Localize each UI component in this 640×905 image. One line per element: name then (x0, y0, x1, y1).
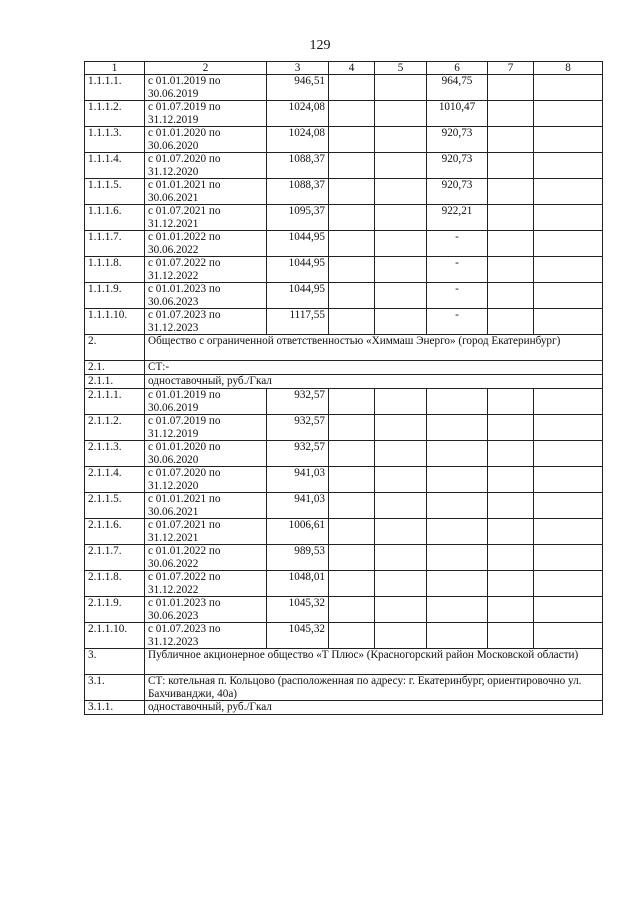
section-row (85, 361, 603, 375)
empty-cell (488, 283, 534, 309)
table-row (85, 309, 603, 335)
table-row (85, 153, 603, 179)
section-row (85, 649, 603, 675)
empty-cell (329, 441, 375, 467)
header-cell: 4 (329, 62, 375, 75)
empty-cell (488, 179, 534, 205)
value-col3-cell: 1117,55 (267, 309, 329, 335)
value-col6-cell: 964,75 (427, 75, 488, 101)
table-row (85, 571, 603, 597)
period-cell: с 01.01.2023 по 30.06.2023 (145, 597, 267, 623)
section-row (85, 675, 603, 701)
value-col6-cell: 920,73 (427, 127, 488, 153)
empty-cell (488, 571, 534, 597)
period-cell: с 01.07.2022 по 31.12.2022 (145, 257, 267, 283)
empty-cell (375, 545, 427, 571)
value-col3-cell: 932,57 (267, 389, 329, 415)
section-title-cell: СТ:- (145, 361, 603, 375)
empty-cell (329, 571, 375, 597)
period-cell: с 01.01.2023 по 30.06.2023 (145, 283, 267, 309)
value-col3-cell: 1024,08 (267, 127, 329, 153)
empty-cell (488, 597, 534, 623)
row-number-cell: 2.1.1.8. (85, 571, 145, 597)
empty-cell (329, 153, 375, 179)
table-row (85, 519, 603, 545)
section-title-cell: Публичное акционерное общество «Т Плюс» (Красногорский район Московской области) (145, 649, 603, 675)
empty-cell (329, 493, 375, 519)
table-row (85, 623, 603, 649)
empty-cell (375, 597, 427, 623)
row-number-cell: 2.1. (85, 361, 145, 375)
period-cell: с 01.07.2019 по 31.12.2019 (145, 415, 267, 441)
table-row (85, 389, 603, 415)
value-col6-cell (427, 389, 488, 415)
value-col6-cell (427, 493, 488, 519)
row-number-cell: 1.1.1.9. (85, 283, 145, 309)
value-col6-cell: - (427, 283, 488, 309)
row-number-cell: 2.1.1.7. (85, 545, 145, 571)
row-number-cell: 2.1.1.6. (85, 519, 145, 545)
row-number-cell: 1.1.1.4. (85, 153, 145, 179)
empty-cell (534, 257, 603, 283)
row-number-cell: 1.1.1.2. (85, 101, 145, 127)
value-col3-cell: 932,57 (267, 415, 329, 441)
row-number-cell: 1.1.1.1. (85, 75, 145, 101)
empty-cell (534, 545, 603, 571)
table-row (85, 545, 603, 571)
header-cell: 8 (534, 62, 603, 75)
value-col6-cell: - (427, 257, 488, 283)
empty-cell (488, 257, 534, 283)
empty-cell (534, 205, 603, 231)
value-col3-cell: 989,53 (267, 545, 329, 571)
value-col6-cell: 920,73 (427, 179, 488, 205)
period-cell: с 01.07.2020 по 31.12.2020 (145, 467, 267, 493)
empty-cell (534, 101, 603, 127)
tariff-table (84, 61, 603, 715)
empty-cell (329, 205, 375, 231)
header-cell: 6 (427, 62, 488, 75)
section-title-cell: Общество с ограниченной ответственностью «Химмаш Энерго» (город Екатеринбург) (145, 335, 603, 361)
period-cell: с 01.01.2020 по 30.06.2020 (145, 127, 267, 153)
period-cell: с 01.01.2021 по 30.06.2021 (145, 179, 267, 205)
table-row (85, 75, 603, 101)
row-number-cell: 1.1.1.8. (85, 257, 145, 283)
empty-cell (534, 127, 603, 153)
table-row (85, 467, 603, 493)
table-row (85, 127, 603, 153)
empty-cell (534, 597, 603, 623)
empty-cell (375, 623, 427, 649)
page-number: 129 (309, 38, 331, 53)
row-number-cell: 2.1.1.9. (85, 597, 145, 623)
value-col6-cell (427, 441, 488, 467)
value-col3-cell: 1048,01 (267, 571, 329, 597)
table-header-row (85, 62, 603, 75)
empty-cell (375, 205, 427, 231)
empty-cell (534, 309, 603, 335)
empty-cell (329, 623, 375, 649)
value-col6-cell (427, 519, 488, 545)
value-col3-cell: 941,03 (267, 467, 329, 493)
value-col3-cell: 1088,37 (267, 179, 329, 205)
empty-cell (375, 101, 427, 127)
period-cell: с 01.07.2021 по 31.12.2021 (145, 519, 267, 545)
period-cell: с 01.07.2023 по 31.12.2023 (145, 309, 267, 335)
empty-cell (534, 179, 603, 205)
empty-cell (488, 467, 534, 493)
value-col6-cell (427, 467, 488, 493)
table-row (85, 597, 603, 623)
empty-cell (488, 101, 534, 127)
row-number-cell: 2.1.1. (85, 375, 145, 389)
empty-cell (534, 519, 603, 545)
empty-cell (488, 75, 534, 101)
empty-cell (488, 153, 534, 179)
empty-cell (534, 571, 603, 597)
row-number-cell: 2.1.1.1. (85, 389, 145, 415)
row-number-cell: 1.1.1.7. (85, 231, 145, 257)
empty-cell (534, 283, 603, 309)
empty-cell (488, 231, 534, 257)
value-col3-cell: 1044,95 (267, 257, 329, 283)
row-number-cell: 2. (85, 335, 145, 361)
period-cell: с 01.01.2019 по 30.06.2019 (145, 389, 267, 415)
empty-cell (329, 519, 375, 545)
period-cell: с 01.07.2022 по 31.12.2022 (145, 571, 267, 597)
period-cell: с 01.01.2019 по 30.06.2019 (145, 75, 267, 101)
empty-cell (534, 415, 603, 441)
empty-cell (375, 179, 427, 205)
empty-cell (375, 519, 427, 545)
value-col6-cell (427, 597, 488, 623)
value-col6-cell (427, 623, 488, 649)
empty-cell (534, 441, 603, 467)
section-title-cell: одноставочный, руб./Гкал (145, 375, 603, 389)
value-col3-cell: 1044,95 (267, 283, 329, 309)
empty-cell (534, 231, 603, 257)
row-number-cell: 3.1. (85, 675, 145, 701)
empty-cell (329, 597, 375, 623)
section-row (85, 375, 603, 389)
table-row (85, 179, 603, 205)
value-col3-cell: 1006,61 (267, 519, 329, 545)
value-col3-cell: 1095,37 (267, 205, 329, 231)
empty-cell (488, 441, 534, 467)
empty-cell (329, 75, 375, 101)
period-cell: с 01.01.2022 по 30.06.2022 (145, 545, 267, 571)
empty-cell (534, 467, 603, 493)
empty-cell (488, 545, 534, 571)
value-col3-cell: 941,03 (267, 493, 329, 519)
table-row (85, 283, 603, 309)
empty-cell (375, 127, 427, 153)
empty-cell (375, 467, 427, 493)
table-row (85, 441, 603, 467)
empty-cell (375, 231, 427, 257)
value-col3-cell: 932,57 (267, 441, 329, 467)
table-row (85, 101, 603, 127)
row-number-cell: 2.1.1.5. (85, 493, 145, 519)
row-number-cell: 2.1.1.2. (85, 415, 145, 441)
row-number-cell: 2.1.1.10. (85, 623, 145, 649)
period-cell: с 01.07.2020 по 31.12.2020 (145, 153, 267, 179)
empty-cell (329, 545, 375, 571)
row-number-cell: 2.1.1.4. (85, 467, 145, 493)
row-number-cell: 3.1.1. (85, 701, 145, 715)
row-number-cell: 1.1.1.5. (85, 179, 145, 205)
empty-cell (329, 231, 375, 257)
empty-cell (488, 389, 534, 415)
empty-cell (534, 493, 603, 519)
value-col3-cell: 1088,37 (267, 153, 329, 179)
empty-cell (375, 493, 427, 519)
period-cell: с 01.07.2019 по 31.12.2019 (145, 101, 267, 127)
value-col3-cell: 1044,95 (267, 231, 329, 257)
value-col6-cell: 922,21 (427, 205, 488, 231)
empty-cell (375, 153, 427, 179)
empty-cell (488, 623, 534, 649)
period-cell: с 01.01.2022 по 30.06.2022 (145, 231, 267, 257)
empty-cell (375, 283, 427, 309)
value-col3-cell: 946,51 (267, 75, 329, 101)
empty-cell (534, 153, 603, 179)
table-row (85, 231, 603, 257)
period-cell: с 01.07.2023 по 31.12.2023 (145, 623, 267, 649)
header-cell: 3 (267, 62, 329, 75)
empty-cell (329, 415, 375, 441)
period-cell: с 01.01.2020 по 30.06.2020 (145, 441, 267, 467)
period-cell: с 01.07.2021 по 31.12.2021 (145, 205, 267, 231)
value-col6-cell (427, 571, 488, 597)
empty-cell (534, 75, 603, 101)
row-number-cell: 3. (85, 649, 145, 675)
empty-cell (534, 389, 603, 415)
header-cell: 1 (85, 62, 145, 75)
empty-cell (329, 257, 375, 283)
section-row (85, 701, 603, 715)
empty-cell (329, 309, 375, 335)
value-col6-cell: 1010,47 (427, 101, 488, 127)
header-cell: 2 (145, 62, 267, 75)
value-col6-cell (427, 415, 488, 441)
row-number-cell: 1.1.1.6. (85, 205, 145, 231)
empty-cell (375, 415, 427, 441)
empty-cell (488, 493, 534, 519)
empty-cell (488, 519, 534, 545)
empty-cell (534, 623, 603, 649)
section-row (85, 335, 603, 361)
empty-cell (329, 179, 375, 205)
empty-cell (375, 571, 427, 597)
empty-cell (488, 415, 534, 441)
empty-cell (329, 389, 375, 415)
empty-cell (329, 127, 375, 153)
value-col6-cell: - (427, 309, 488, 335)
value-col3-cell: 1024,08 (267, 101, 329, 127)
section-title-cell: СТ: котельная п. Кольцово (расположенная по адресу: г. Екатеринбург, ориентировочно ул. Бахчиванджи, 40а) (145, 675, 603, 701)
empty-cell (375, 257, 427, 283)
row-number-cell: 2.1.1.3. (85, 441, 145, 467)
table-row (85, 493, 603, 519)
period-cell: с 01.01.2021 по 30.06.2021 (145, 493, 267, 519)
table-row (85, 257, 603, 283)
empty-cell (375, 75, 427, 101)
row-number-cell: 1.1.1.3. (85, 127, 145, 153)
value-col3-cell: 1045,32 (267, 623, 329, 649)
empty-cell (329, 467, 375, 493)
value-col6-cell (427, 545, 488, 571)
value-col6-cell: 920,73 (427, 153, 488, 179)
empty-cell (488, 127, 534, 153)
table-row (85, 205, 603, 231)
empty-cell (329, 101, 375, 127)
empty-cell (329, 283, 375, 309)
section-title-cell: одноставочный, руб./Гкал (145, 701, 603, 715)
empty-cell (375, 389, 427, 415)
header-cell: 5 (375, 62, 427, 75)
value-col3-cell: 1045,32 (267, 597, 329, 623)
empty-cell (488, 205, 534, 231)
table-row (85, 415, 603, 441)
empty-cell (375, 309, 427, 335)
empty-cell (375, 441, 427, 467)
value-col6-cell: - (427, 231, 488, 257)
header-cell: 7 (488, 62, 534, 75)
empty-cell (488, 309, 534, 335)
row-number-cell: 1.1.1.10. (85, 309, 145, 335)
